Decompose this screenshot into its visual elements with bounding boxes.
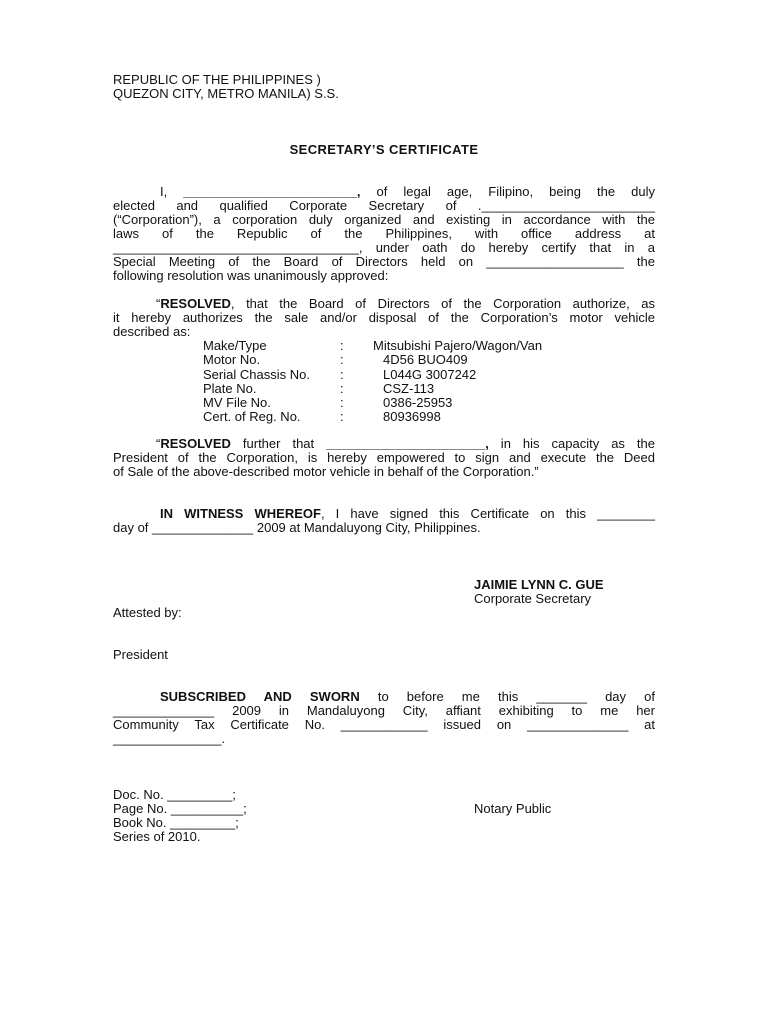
spec-label: Cert. of Reg. No. [203,409,301,425]
spec-label: Plate No. [203,380,257,396]
attested-label: Attested by: [113,605,182,620]
spec-separator: : [340,380,344,396]
witness-line: day of ______________ 2009 at Mandaluyong City, Philippines. [113,520,481,535]
president-label: President [113,647,168,662]
intro-line: elected and qualified Corporate Secretary of .________________________ [113,198,655,213]
spec-value: 0386-25953 [383,395,453,411]
spec-separator: : [340,366,344,382]
spec-value: L044G 3007242 [383,366,477,382]
spec-value: 4D56 BUO409 [383,352,468,368]
jurat-line: SUBSCRIBED AND SWORN to before me this _______ day of [160,689,655,704]
document-title: SECRETARY’S CERTIFICATE [289,142,479,157]
intro-line: Special Meeting of the Board of Directors held on ___________________ the [113,254,655,269]
notary-public-label: Notary Public [474,801,552,816]
spec-separator: : [340,409,344,425]
resolution-paragraph-1 [113,297,655,339]
signatory-block [474,578,604,606]
intro-line: laws of the Republic of the Philippines, with office address at [113,226,655,241]
jurat-line: Community Tax Certificate No. ____________ issued on ______________ at [113,717,655,732]
notarial-register [113,788,247,844]
resolution-paragraph-2 [113,437,655,479]
resolution-line: described as: [113,324,191,339]
spec-value: CSZ-113 [383,380,435,396]
venue-header [113,73,655,101]
intro-line: (“Corporation”), a corporation duly organized and existing in accordance with the [113,212,655,227]
jurat-paragraph [113,690,655,746]
signatory-title: Corporate Secretary [474,591,592,606]
intro-line: following resolution was unanimously approved: [113,268,389,283]
intro-line: I, ________________________, of legal age, Filipino, being the duly [160,184,655,199]
spec-label: Serial Chassis No. [203,366,310,382]
resolution-line: of Sale of the above-described motor vehicle in behalf of the Corporation.” [113,464,539,479]
page-no: Page No. __________; [113,801,247,816]
resolution-line: President of the Corporation, is hereby empowered to sign and execute the Deed [113,450,655,465]
signatory-name: JAIMIE LYNN C. GUE [474,577,604,592]
doc-no: Doc. No. _________; [113,787,236,802]
resolution-line: “RESOLVED, that the Board of Directors of the Corporation authorize, as [156,296,655,311]
intro-paragraph [113,185,655,283]
venue-line-1: REPUBLIC OF THE PHILIPPINES ) [113,72,321,87]
jurat-line: ______________ 2009 in Mandaluyong City, affiant exhibiting to me her [113,703,655,718]
spec-value: 80936998 [383,409,441,425]
resolution-line: it hereby authorizes the sale and/or disposal of the Corporation’s motor vehicle [113,310,655,325]
spec-value: Mitsubishi Pajero/Wagon/Van [373,338,543,353]
resolution-line: “RESOLVED further that ______________________, in his capacity as the [156,436,655,451]
intro-line: __________________________________, under oath do hereby certify that in a [113,240,655,255]
venue-line-2: QUEZON CITY, METRO MANILA) S.S. [113,86,339,101]
witness-line: IN WITNESS WHEREOF, I have signed this Certificate on this ________ [160,506,655,521]
series: Series of 2010. [113,829,201,844]
spec-separator: : [340,338,344,353]
witness-paragraph [113,507,655,535]
spec-label: Make/Type [203,338,267,353]
book-no: Book No. _________; [113,815,239,830]
spec-label: Motor No. [203,352,261,368]
jurat-line: _______________. [113,731,226,746]
spec-separator: : [340,352,344,368]
spec-label: MV File No. [203,395,271,411]
spec-separator: : [340,395,344,411]
